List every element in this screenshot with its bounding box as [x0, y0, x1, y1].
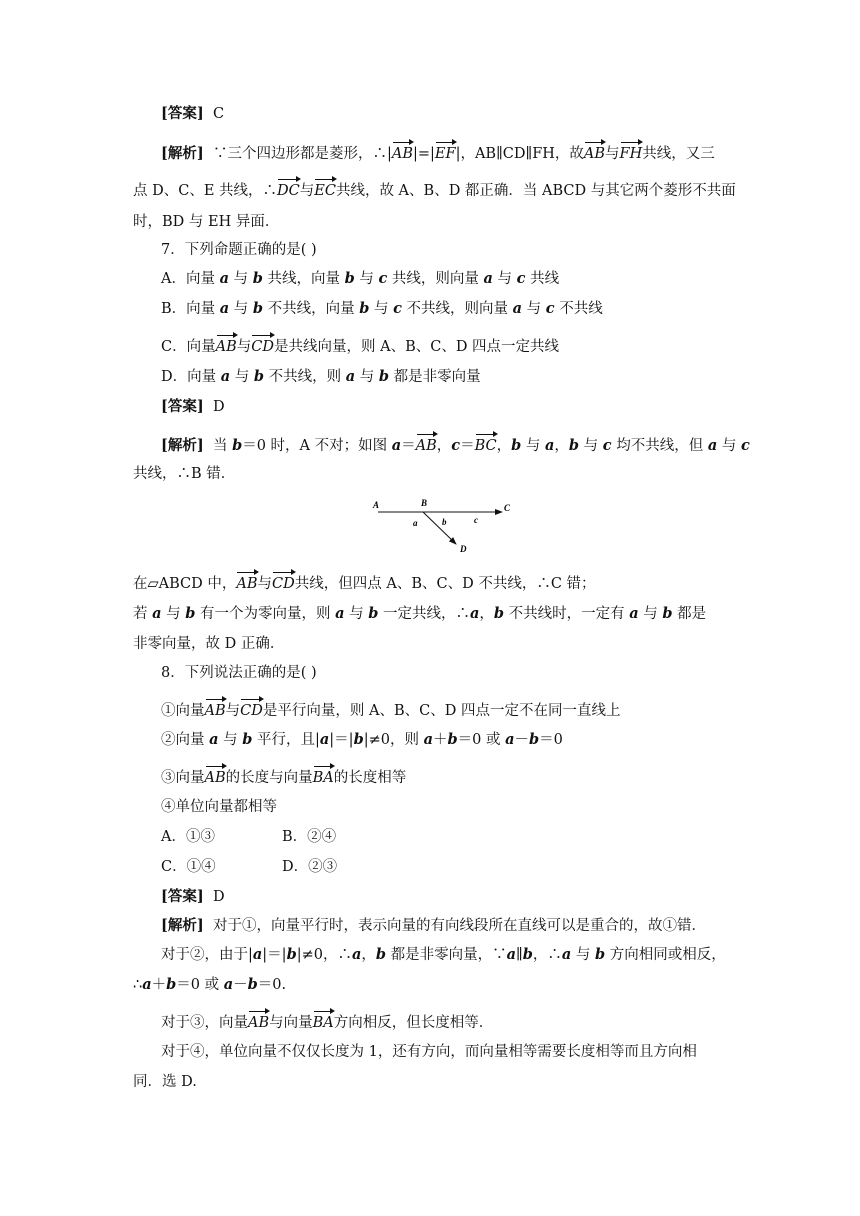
- text: 与: [257, 576, 273, 592]
- analysis-tag: [解析]: [161, 917, 204, 934]
- vec-a: a: [142, 976, 152, 993]
- text: 共线，但四点 A、B、C、D 不共线，∴C 错；: [294, 576, 596, 592]
- vec-b: b: [378, 368, 389, 385]
- text: 与向量: [269, 1015, 313, 1031]
- text: 共线，则向量: [387, 271, 484, 287]
- text: 与: [354, 271, 379, 287]
- text: 与: [521, 438, 546, 454]
- point-c-label: C: [504, 503, 511, 513]
- vector-ab: AB: [415, 438, 437, 454]
- q7-analysis-line-4: [133, 605, 706, 623]
- text: |＝|: [262, 947, 287, 963]
- vec-a: a: [512, 300, 523, 317]
- q8-analysis-line-2: [161, 946, 726, 964]
- text: 的长度相等: [333, 770, 407, 786]
- text: 是平行向量，则 A、B、C、D 四点一定不在同一直线上: [262, 703, 621, 719]
- text: 与: [230, 369, 254, 385]
- text: 与: [638, 606, 663, 622]
- text: 与: [225, 703, 241, 719]
- vector-cd: CD: [272, 576, 295, 592]
- vec-c-label: c: [474, 515, 478, 525]
- text: 与: [369, 301, 394, 317]
- text: 对于①，向量平行时，表示向量的有向线段所在直线可以是重合的，故①错．: [212, 918, 706, 934]
- q8-option-c: C．①④: [161, 859, 216, 875]
- text: ∥: [516, 947, 523, 963]
- vec-a: a: [391, 437, 402, 454]
- text: 点 D、C、E 共线，∴: [133, 183, 278, 199]
- text: ③向量: [161, 770, 205, 786]
- q8-statement-3: [161, 769, 406, 787]
- vec-a: a: [219, 270, 229, 287]
- text: ，: [554, 438, 569, 454]
- vector-ba: BA: [312, 770, 334, 786]
- answer-value: C: [212, 106, 225, 122]
- vec-b: b: [232, 437, 243, 454]
- vec-b: b: [662, 605, 673, 622]
- analysis-tag: [解析]: [161, 437, 204, 454]
- text: 与: [355, 369, 379, 385]
- text: 对于②，由于|: [161, 947, 253, 963]
- vec-c: c: [451, 437, 461, 454]
- vec-b: b: [344, 270, 355, 287]
- text: 方向相反，但长度相等．: [333, 1015, 494, 1031]
- text: ∴: [133, 977, 143, 993]
- text: 与: [299, 183, 315, 199]
- vec-a: a: [219, 300, 230, 317]
- text: 不共线，则向量: [401, 301, 513, 317]
- vec-b: b: [595, 946, 606, 963]
- text: B．向量: [161, 301, 220, 317]
- q8-option-b: B．②④: [282, 829, 337, 845]
- q8-stem: 8．下列说法正确的是( ): [161, 665, 317, 681]
- vec-a: a: [505, 731, 515, 748]
- vec-b: b: [528, 731, 540, 748]
- point-a-label: A: [373, 500, 380, 510]
- vector-ba: BA: [312, 1015, 334, 1031]
- text: ＋: [151, 977, 167, 993]
- q7-answer: [161, 398, 225, 416]
- q6-analysis-line-3: 时，BD 与 EH 异面．: [133, 214, 280, 230]
- vec-a-label: a: [413, 518, 418, 528]
- analysis-tag: [解析]: [161, 145, 204, 162]
- q7-option-d: [161, 368, 481, 386]
- vec-b-label: b: [442, 517, 447, 527]
- text: 不共线，向量: [263, 301, 360, 317]
- vec-a: a: [319, 731, 330, 748]
- text: ＝0: [539, 732, 563, 748]
- q8-analysis-line-1: [161, 917, 706, 935]
- text: ②向量: [161, 732, 210, 748]
- q8-statement-2: [161, 731, 563, 749]
- text: D．向量: [161, 369, 221, 385]
- text: 是共线向量，则 A、B、C、D 四点一定共线: [273, 339, 560, 355]
- vec-b: b: [286, 946, 297, 963]
- vector-cd: CD: [240, 703, 263, 719]
- text: 的长度与向量: [225, 770, 313, 786]
- text: 一定共线，∴: [378, 606, 470, 622]
- text: 共线，故 A、B、D 都正确．当 ABCD 与其它两个菱形不共面: [335, 183, 736, 199]
- vector-ab: AB: [391, 146, 413, 162]
- text: 不共线，则: [264, 369, 346, 385]
- q8-option-d: D．②③: [282, 859, 338, 875]
- vector-cd: CD: [251, 339, 274, 355]
- text: 共线: [525, 271, 560, 287]
- text: |≠0，则: [363, 732, 424, 748]
- q7-analysis-line-3: [133, 575, 596, 593]
- text: ＝0 或: [176, 977, 224, 993]
- text: ＋: [432, 732, 448, 748]
- point-b-label: B: [421, 498, 428, 508]
- vec-b: b: [247, 976, 258, 993]
- vec-b: b: [493, 605, 505, 622]
- text: 方向相同或相反，: [605, 947, 726, 963]
- text: C．向量: [161, 339, 216, 355]
- vec-b: b: [568, 437, 580, 454]
- q7-option-a: [161, 270, 559, 288]
- segment-bd: [423, 512, 456, 544]
- text: 当: [212, 438, 233, 454]
- q8-analysis-line-4: [161, 1014, 493, 1032]
- vector-ab: AB: [215, 339, 237, 355]
- vec-c: c: [602, 437, 612, 454]
- text: 与: [344, 606, 369, 622]
- vec-a: a: [335, 605, 345, 622]
- text: 与: [579, 438, 603, 454]
- text: 与: [605, 146, 620, 162]
- vec-b: b: [185, 605, 196, 622]
- text: |≠0，∴: [296, 947, 352, 963]
- text: 与: [229, 301, 253, 317]
- vector-ab: AB: [583, 146, 606, 162]
- text: －: [233, 977, 248, 993]
- vec-c: c: [393, 300, 402, 317]
- text: 都是非零向量: [388, 369, 481, 385]
- vec-b: b: [253, 368, 264, 385]
- vec-a: a: [561, 946, 572, 963]
- vec-b: b: [359, 300, 370, 317]
- q7-analysis-line-5: 非零向量，故 D 正确．: [133, 636, 285, 652]
- vec-a: a: [345, 368, 356, 385]
- vec-b: b: [252, 270, 263, 287]
- text: 有一个为零向量，则: [195, 606, 336, 622]
- answer-value: D: [212, 399, 225, 415]
- vector-ef: EF: [434, 146, 456, 162]
- q7-analysis-line-2: 共线，∴B 错．: [133, 466, 236, 482]
- text: 不共线: [554, 301, 603, 317]
- text: ∵三个四边形都是菱形，∴|: [212, 146, 392, 162]
- text: －: [514, 732, 529, 748]
- q7-option-b: [161, 300, 603, 318]
- text: 不共线时，一定有: [504, 606, 630, 622]
- text: ＝: [460, 438, 475, 454]
- vec-a: a: [351, 946, 362, 963]
- vec-b: b: [166, 976, 177, 993]
- text: 均不共线，但: [611, 438, 708, 454]
- q7-option-c: [161, 338, 559, 356]
- vec-a: a: [545, 437, 555, 454]
- vec-a: a: [506, 946, 517, 963]
- text: 与: [492, 271, 517, 287]
- answer-tag: [答案]: [161, 398, 204, 415]
- vector-ab: AB: [236, 576, 258, 592]
- q8-answer: [161, 888, 225, 906]
- vector-figure: [360, 493, 520, 557]
- text: 与: [218, 732, 243, 748]
- text: 平行，且|: [252, 732, 320, 748]
- vec-c: c: [545, 300, 555, 317]
- text: 对于③，向量: [161, 1015, 248, 1031]
- vec-a: a: [220, 368, 231, 385]
- text: ①向量: [161, 703, 205, 719]
- text: A．向量: [161, 271, 220, 287]
- vec-a: a: [223, 976, 234, 993]
- vec-a: a: [707, 437, 718, 454]
- text: 与: [229, 271, 253, 287]
- text: ＝: [401, 438, 416, 454]
- vector-bc: BC: [474, 438, 497, 454]
- vec-b: b: [375, 946, 387, 963]
- vec-c: c: [740, 437, 750, 454]
- vec-b: b: [368, 605, 379, 622]
- vec-b: b: [447, 731, 458, 748]
- vector-ab: AB: [204, 703, 226, 719]
- text: ，: [479, 606, 494, 622]
- vec-b: b: [522, 946, 533, 963]
- vec-b: b: [353, 731, 364, 748]
- vec-a: a: [252, 946, 263, 963]
- text: 若: [133, 606, 153, 622]
- answer-value: D: [212, 889, 225, 905]
- q8-analysis-line-3: [133, 976, 286, 994]
- vector-ec: EC: [314, 183, 336, 199]
- text: ＝0.: [257, 977, 287, 993]
- text: |=|: [412, 146, 435, 162]
- q6-analysis-line-2: [133, 182, 736, 200]
- vec-b: b: [511, 437, 522, 454]
- vec-b: b: [242, 731, 253, 748]
- text: 都是非零向量，∵: [386, 947, 507, 963]
- vector-dc: DC: [277, 183, 300, 199]
- text: 与: [717, 438, 741, 454]
- text: |，AB∥CD∥FH，故: [455, 146, 584, 162]
- vec-a: a: [629, 605, 639, 622]
- vec-a: a: [469, 605, 480, 622]
- vec-a: a: [152, 605, 162, 622]
- vector-fh: FH: [619, 146, 643, 162]
- text: 在▱ABCD 中，: [133, 576, 237, 592]
- text: ，: [496, 438, 512, 454]
- vec-a: a: [209, 731, 219, 748]
- vector-ab: AB: [204, 770, 226, 786]
- text: |＝|: [329, 732, 354, 748]
- text: ，: [436, 438, 452, 454]
- text: 与: [236, 339, 252, 355]
- q7-stem: 7．下列命题正确的是( ): [161, 242, 317, 258]
- text: 与: [161, 606, 186, 622]
- vec-a: a: [483, 270, 493, 287]
- point-d-label: D: [460, 544, 467, 554]
- text: 与: [522, 301, 546, 317]
- text: 与: [571, 947, 596, 963]
- vec-b: b: [252, 300, 264, 317]
- answer-tag: [答案]: [161, 105, 204, 122]
- answer-tag: [答案]: [161, 888, 204, 905]
- text: 都是: [672, 606, 707, 622]
- text: 共线，向量: [262, 271, 345, 287]
- q7-analysis-line-1: [161, 437, 750, 455]
- q8-statement-1: [161, 702, 620, 720]
- q6-answer: [161, 105, 224, 123]
- text: 共线，又三: [642, 146, 715, 162]
- vec-c: c: [378, 270, 388, 287]
- q8-analysis-line-6: 同．选 D.: [133, 1074, 197, 1090]
- q6-analysis-line-1: [161, 145, 715, 163]
- text: ，: [361, 947, 376, 963]
- text: ，∴: [532, 947, 562, 963]
- q8-analysis-line-5: 对于④，单位向量不仅仅长度为 1，还有方向，而向量相等需要长度相等而且方向相: [161, 1044, 697, 1060]
- vector-ab: AB: [248, 1015, 270, 1031]
- text: ＝0 或: [457, 732, 506, 748]
- vec-c: c: [516, 270, 526, 287]
- text: ＝0 时，A 不对；如图: [242, 438, 392, 454]
- q8-statement-4: ④单位向量都相等: [161, 799, 277, 815]
- vec-a: a: [423, 731, 433, 748]
- q8-option-a: A．①③: [161, 829, 215, 845]
